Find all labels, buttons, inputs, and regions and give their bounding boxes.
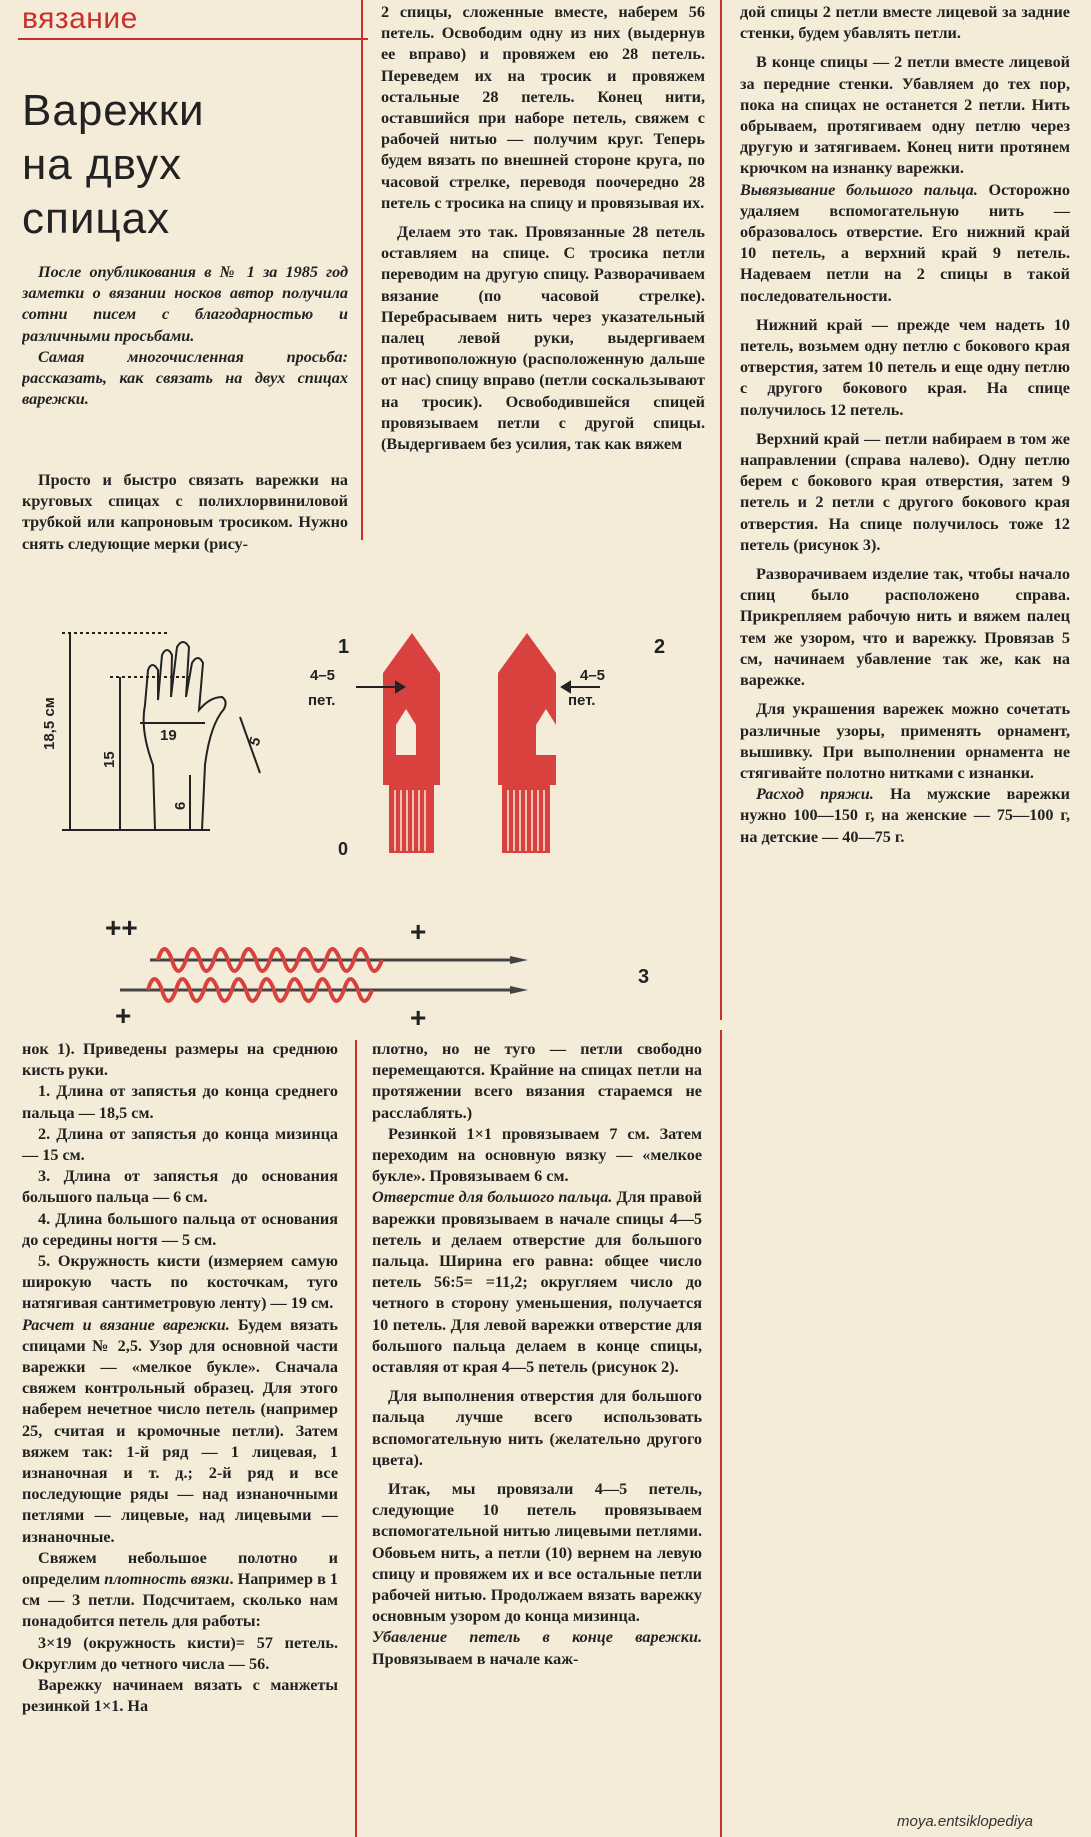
plus-marker-left-bottom: + <box>115 1000 132 1030</box>
col1a-paragraph-1: Просто и быстро связать варежки на круговых спицах с полихлорвиниловой трубкой или капроновым тросиком. Нужно снять следующие мерки (рису- <box>22 471 348 553</box>
col1b-p2-heading: Расчет и вязание варежки. <box>22 1315 230 1334</box>
figure-illustrations <box>40 625 700 1030</box>
col2b-paragraph-5: Итак, мы провязали 4—5 петель, следующие 10 петель провязываем вспомогательной нитью лицевыми петлями. Обовьем нить, а петли (10) вернем на левую спицу и провяжем их и все остальные петли рабочей нитью. Продолжаем вязать варежку основным узором до конца мизинца. <box>372 1480 702 1626</box>
column-rule-2 <box>720 0 722 1020</box>
dim-label-5: 5 <box>245 734 265 749</box>
col3-p3-heading: Вывязывание большого пальца. <box>740 180 978 199</box>
measure-5: 5. Окружность кисти (измеряем самую широкую часть по косточкам, туго натягивая сантиметровую ленту) — 19 см. <box>22 1252 338 1313</box>
col1b-p3-pre: Свяжем небольшое полотно и определим <box>22 1548 338 1589</box>
col1b-p3-text: . Например в 1 см — 3 петли. Подсчитаем, сколько нам понадобится петель для работы: <box>22 1570 338 1631</box>
col1b-p2-text: Будем вязать спицами № 2,5. Узор для основной части варежки — «мелкое букле». Сначала свяжем контрольный образец. Для этого наберем нечетное число петель (например 25, считая и кромочные петли). Затем вяжем так: 1-й ряд — 1 лицевая, 1 изнаночная и т. д.; 2-й ряд и все последующие ряды — над изнаночными петлями — лицевые, над лицевыми — изнаночные. <box>22 1315 338 1546</box>
gap-left-unit: пет. <box>308 692 336 709</box>
dim-label-19: 19 <box>160 727 177 744</box>
col3-paragraph-3 <box>740 180 1070 307</box>
column-2-top <box>381 2 705 455</box>
col2b-paragraph-2: Резинкой 1×1 провязываем 7 см. Затем переходим на основную вязку — «мелкое букле». Провязываем 6 см. <box>372 1124 702 1186</box>
gap-left-value: 4–5 <box>310 667 336 684</box>
col1b-paragraph-2 <box>22 1315 338 1548</box>
column-rule-4 <box>720 1030 722 1837</box>
col1b-p3-italic: плотность вязки <box>104 1570 230 1589</box>
mitten-left-body <box>383 633 440 785</box>
col3-paragraph-4: Нижний край — прежде чем надеть 10 петель, возьмем одну петлю с бокового края отверстия, затем 10 петель и еще одну петлю с другого бокового края. На спице получилось 12 петель. <box>740 315 1070 419</box>
col3-paragraph-2: В конце спицы — 2 петли вместе лицевой за передние стенки. Убавляем до тех пор, пока на спицах не останется 2 петли. Нить обрываем, протягиваем одну петлю через другую и затягиваем. Конец нити протянем крючком на изнанку варежки. <box>740 53 1070 178</box>
mitten-right-body <box>498 633 556 785</box>
rubric-underline <box>18 38 368 40</box>
col3-p3-text: Осторожно удаляем вспомогательную нить — образовалось отверстие. Его нижний край 10 петель, а верхний край 9 петель. Надеваем петли на 2 спицы в такой последовательности. <box>740 180 1070 305</box>
col3-paragraph-8 <box>740 784 1070 848</box>
col2b-paragraph-6 <box>372 1627 702 1669</box>
col3-paragraph-5: Верхний край — петли набираем в том же направлении (справа налево). Одну петлю берем с бокового края отверстия, затем 9 петель и 2 петли с другого бокового края отверстия. На спице получилось тоже 12 петель (рисунок 3). <box>740 429 1070 554</box>
measure-2: 2. Длина от запястья до конца мизинца — 15 см. <box>22 1124 338 1165</box>
measure-1: 1. Длина от запястья до конца среднего пальца — 18,5 см. <box>22 1082 338 1122</box>
col3-p8-heading: Расход пряжи. <box>756 785 874 804</box>
col2b-paragraph-4: Для выполнения отверстия для большого пальца лучше всего использовать вспомогательную нить (желательно другого цвета). <box>372 1387 702 1469</box>
col2b-p3-heading: Отверстие для большого пальца. <box>372 1188 613 1207</box>
figure-number-0: 0 <box>338 839 349 859</box>
col3-paragraph-1: дой спицы 2 петли вместе лицевой за задние стенки, будем убавлять петли. <box>740 3 1070 43</box>
column-3 <box>740 2 1070 848</box>
figure-number-1: 1 <box>338 636 350 658</box>
plus-marker-right-top: + <box>410 916 427 947</box>
dim-label-15: 15 <box>101 751 118 768</box>
col3-paragraph-6: Разворачиваем изделие так, чтобы начало спиц было расположено справа. Прикрепляем рабочую нить и вяжем палец тем же узором, что и варежку. Провязав 5 см, начинаем убавление так же, как на варежке. <box>740 565 1070 690</box>
stitch-loops <box>148 949 382 1001</box>
col2b-paragraph-3 <box>372 1187 702 1378</box>
dim-label-total: 18,5 см <box>41 697 58 750</box>
upper-needle-tip <box>510 956 528 964</box>
col2b-p3-text: Для правой варежки провязываем в начале спицы 4—5 петель и делаем отверстие для большого пальца. Ширина его равна: общее число петель 56:5= =11,2; округляем число до четного в сторону уменьшения, получается 10 петель. Для левой варежки отверстие для большого пальца делаем в конце спицы, оставляя от края 4—5 петель (рисунок 2). <box>372 1188 702 1377</box>
title-line-1: Варежки <box>22 86 205 135</box>
col1b-paragraph-5: Варежку начинаем вязать с манжеты резинкой 1×1. На <box>22 1676 338 1716</box>
figure-number-2: 2 <box>654 636 666 658</box>
mitten-right <box>498 633 556 853</box>
column-2-bottom <box>372 1039 702 1670</box>
col3-p8-text: На мужские варежки нужно 100—150 г, на женские — 75—100 г, на детские — 40—75 г. <box>740 785 1070 846</box>
title-line-3: спицах <box>22 194 171 243</box>
col2b-p6-text: Провязываем в начале каж- <box>372 1649 579 1668</box>
arrow-right-head <box>562 682 570 692</box>
column-1-top <box>22 470 348 555</box>
source-credit: moya.entsiklopediya <box>897 1813 1033 1830</box>
lower-needle-tip <box>510 986 528 994</box>
col1b-paragraph-1: нок 1). Приведены размеры на среднюю кисть руки. <box>22 1040 338 1080</box>
col1b-paragraph-3 <box>22 1548 338 1633</box>
title-line-2: на двух <box>22 140 183 189</box>
mitten-right-ribbing <box>508 790 544 851</box>
measure-4: 4. Длина большого пальца от основания до середины ногтя — 5 см. <box>22 1209 338 1249</box>
dim-label-6: 6 <box>172 801 189 810</box>
plus-marker-right-bottom: + <box>410 1002 427 1030</box>
col2a-paragraph-2: Делаем это так. Провязанные 28 петель оставляем на спице. С тросика петли переводим на другую спицу. Разворачиваем вязание (по часовой стрелке). Перебрасываем нить через указательный палец левой руки, выдергиваем противоположную (расположенную дальше от нас) спицу вправо (петли соскальзывают на тросик). Освободившейся спицей провязываем петли с другой спицы. (Выдергиваем без усилия, так как вяжем <box>381 223 705 454</box>
measure-3: 3. Длина от запястья до основания большого пальца — 6 см. <box>22 1167 338 1207</box>
column-1-bottom <box>22 1039 338 1718</box>
intro-paragraph-1: После опубликования в № 1 за 1985 год заметки о вязании носков автор получила сотни писем с благодарностью и различными просьбами. <box>22 263 348 345</box>
plus-marker-left-top: ++ <box>105 912 138 943</box>
gap-right-value: 4–5 <box>580 667 606 684</box>
intro-lead <box>22 262 348 410</box>
figure-number-3: 3 <box>638 966 650 988</box>
col1b-paragraph-4: 3×19 (окружность кисти)= 57 петель. Округлим до четного числа — 56. <box>22 1633 338 1673</box>
intro-paragraph-2: Самая многочисленная просьба: рассказать, как связать на двух спицах варежки. <box>22 347 348 409</box>
article-title <box>22 84 352 246</box>
gap-right-unit: пет. <box>568 692 596 709</box>
col2a-paragraph-1: 2 спицы, сложенные вместе, наберем 56 петель. Освободим одну из них (выдернув ее вправо) и провяжем ею 28 петель. Переведем их на тросик и провяжем остальные 28 петель. Конец нити, оставшийся при наборе петель, свяжем с рабочей нитью — получим круг. Теперь будем вязать по внешней стороне круга, по часовой стрелке, переводя поочередно 28 петель с тросика на спицу и провязывая их. <box>381 3 705 212</box>
col2b-p6-heading: Убавление петель в конце варежки. <box>372 1628 702 1647</box>
col3-paragraph-7: Для украшения варежек можно сочетать различные узоры, применять орнамент, вышивку. При выполнении орнамента не стягивайте полотно нитками с изнанки. <box>740 700 1070 782</box>
column-rule-3 <box>355 1040 357 1837</box>
needles-diagram <box>120 949 528 1001</box>
mitten-left <box>383 633 440 853</box>
col2b-paragraph-1: плотно, но не туго — петли свободно перемещаются. Крайние на спицах петли на протяжении всего вязания стараемся не расслаблять.) <box>372 1040 702 1122</box>
section-rubric: вязание <box>22 2 138 35</box>
column-rule-1 <box>361 0 363 540</box>
